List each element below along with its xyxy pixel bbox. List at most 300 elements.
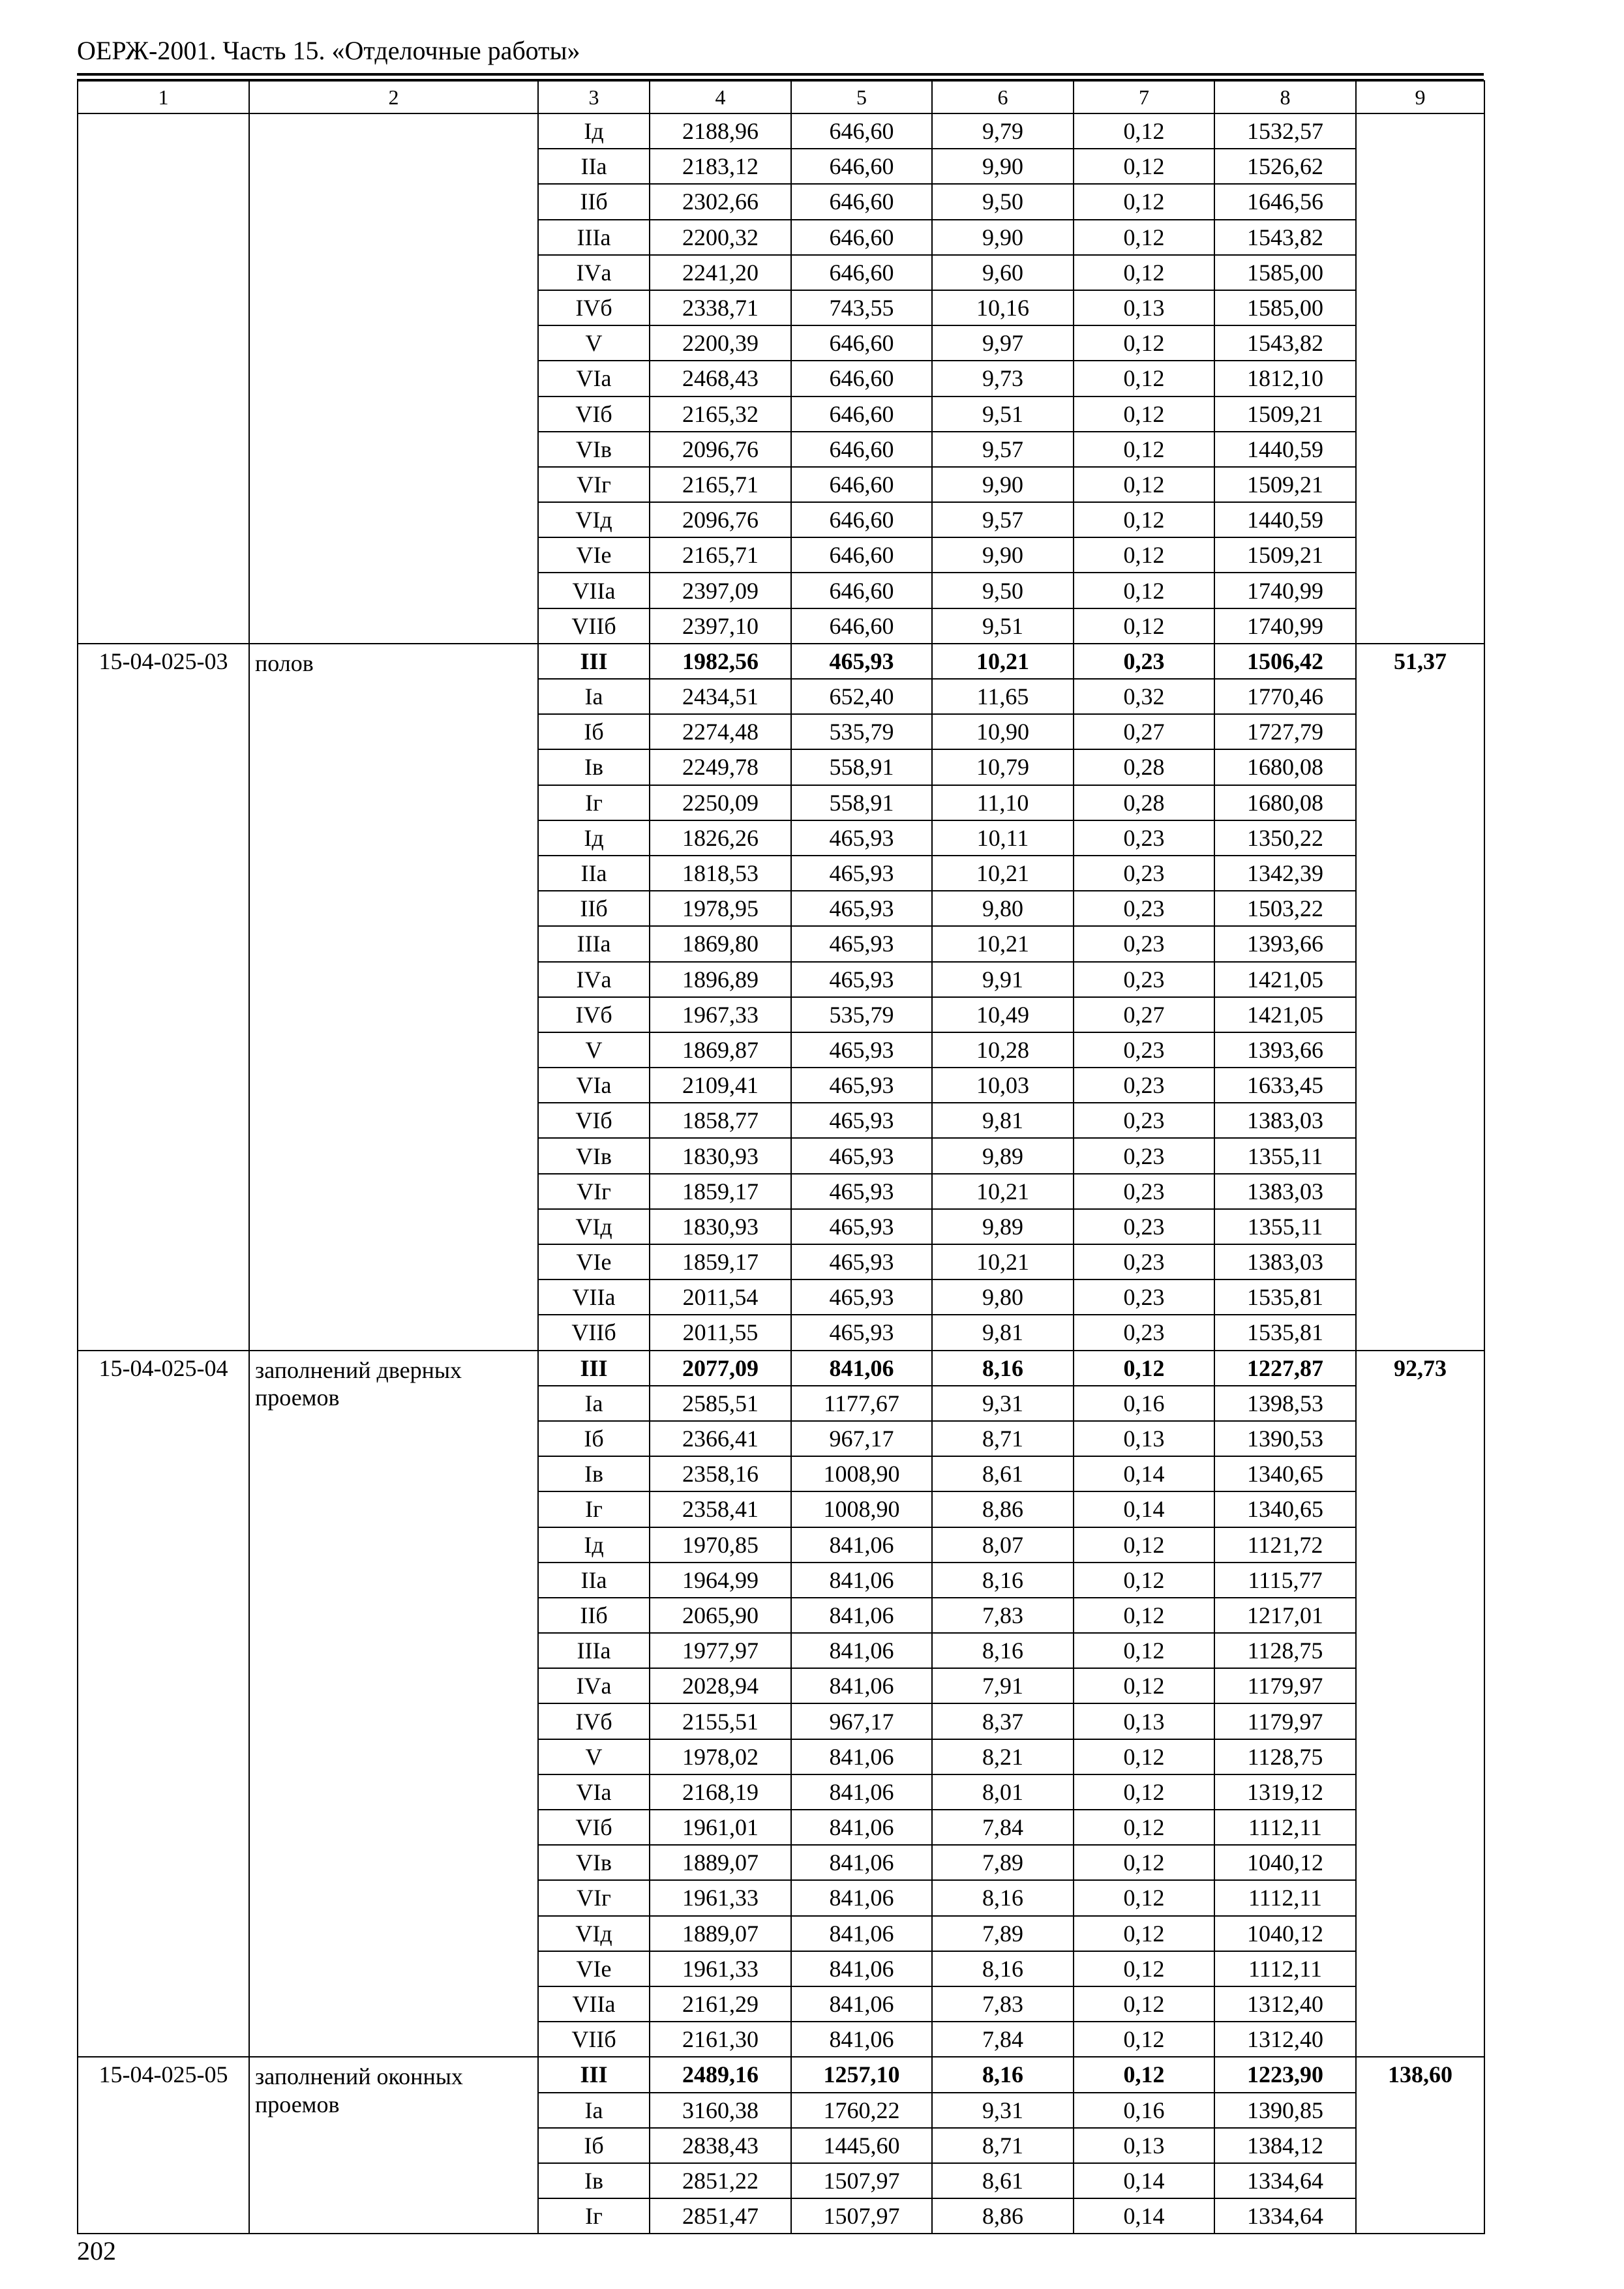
value-cell: 0,14 xyxy=(1074,1491,1214,1527)
value-cell: 10,90 xyxy=(932,714,1074,749)
zone-cell: IVб xyxy=(538,290,650,325)
value-cell: 646,60 xyxy=(791,537,932,573)
value-cell: 465,93 xyxy=(791,1103,932,1138)
value-cell: 1826,26 xyxy=(650,820,791,856)
zone-cell: IIб xyxy=(538,1598,650,1633)
value-cell: 1384,12 xyxy=(1214,2128,1356,2163)
value-cell: 9,81 xyxy=(932,1315,1074,1350)
value-cell: 8,16 xyxy=(932,2057,1074,2092)
value-cell: 9,51 xyxy=(932,608,1074,644)
value-cell: 465,93 xyxy=(791,1068,932,1103)
value-cell: 2241,20 xyxy=(650,255,791,290)
value-cell: 0,14 xyxy=(1074,2163,1214,2198)
value-cell: 0,23 xyxy=(1074,1244,1214,1279)
value-cell: 2077,09 xyxy=(650,1351,791,1386)
value-cell: 841,06 xyxy=(791,1774,932,1810)
zone-cell: V xyxy=(538,1032,650,1068)
value-cell: 9,31 xyxy=(932,2093,1074,2128)
zone-cell: III xyxy=(538,2057,650,2092)
value-cell: 8,07 xyxy=(932,1527,1074,1563)
price-table xyxy=(77,80,1485,2234)
value-cell: 465,93 xyxy=(791,644,932,679)
value-cell: 465,93 xyxy=(791,1209,932,1244)
value-cell: 646,60 xyxy=(791,467,932,502)
value-cell: 1112,11 xyxy=(1214,1951,1356,1986)
value-cell: 646,60 xyxy=(791,220,932,255)
value-cell: 0,12 xyxy=(1074,1739,1214,1774)
value-cell: 1383,03 xyxy=(1214,1244,1356,1279)
column-number: 9 xyxy=(1356,81,1484,113)
value-cell: 0,23 xyxy=(1074,1209,1214,1244)
value-cell: 9,89 xyxy=(932,1209,1074,1244)
value-cell: 1507,97 xyxy=(791,2163,932,2198)
value-cell: 0,13 xyxy=(1074,1703,1214,1739)
value-cell: 0,23 xyxy=(1074,1138,1214,1173)
zone-cell: IVа xyxy=(538,962,650,997)
value-cell: 9,79 xyxy=(932,113,1074,149)
zone-cell: VIа xyxy=(538,1068,650,1103)
value-cell: 841,06 xyxy=(791,1810,932,1845)
value-cell: 1390,85 xyxy=(1214,2093,1356,2128)
value-cell: 0,23 xyxy=(1074,962,1214,997)
value-cell: 1128,75 xyxy=(1214,1633,1356,1668)
value-cell: 0,32 xyxy=(1074,679,1214,714)
value-cell: 2249,78 xyxy=(650,749,791,785)
value-cell: 646,60 xyxy=(791,502,932,537)
value-cell: 10,21 xyxy=(932,1244,1074,1279)
value-cell: 1585,00 xyxy=(1214,255,1356,290)
value-cell: 535,79 xyxy=(791,714,932,749)
value-cell: 2161,30 xyxy=(650,2022,791,2057)
value-cell: 558,91 xyxy=(791,749,932,785)
value-cell: 1760,22 xyxy=(791,2093,932,2128)
value-cell: 10,21 xyxy=(932,1174,1074,1209)
zone-cell: VIа xyxy=(538,1774,650,1810)
table-row xyxy=(78,644,1484,679)
value-cell: 0,12 xyxy=(1074,361,1214,396)
zone-cell: Iд xyxy=(538,113,650,149)
column-number: 8 xyxy=(1214,81,1356,113)
value-cell: 0,14 xyxy=(1074,2198,1214,2234)
value-cell: 8,61 xyxy=(932,1456,1074,1491)
zone-cell: IVб xyxy=(538,1703,650,1739)
zone-cell: VIд xyxy=(538,502,650,537)
zone-cell: IIб xyxy=(538,891,650,926)
value-cell: 1355,11 xyxy=(1214,1209,1356,1244)
zone-cell: VIб xyxy=(538,396,650,432)
value-cell: 9,51 xyxy=(932,396,1074,432)
value-cell: 1967,33 xyxy=(650,997,791,1032)
value-cell: 1509,21 xyxy=(1214,467,1356,502)
value-cell: 0,23 xyxy=(1074,1103,1214,1138)
value-cell: 2274,48 xyxy=(650,714,791,749)
value-cell: 0,12 xyxy=(1074,1774,1214,1810)
code-cell xyxy=(78,113,249,644)
value-cell: 1179,97 xyxy=(1214,1668,1356,1703)
value-cell: 646,60 xyxy=(791,325,932,361)
column-number: 4 xyxy=(650,81,791,113)
value-cell: 7,83 xyxy=(932,1986,1074,2022)
value-cell: 9,81 xyxy=(932,1103,1074,1138)
value-cell: 1889,07 xyxy=(650,1845,791,1880)
zone-cell: IVб xyxy=(538,997,650,1032)
value-cell: 2165,71 xyxy=(650,467,791,502)
value-cell: 0,12 xyxy=(1074,537,1214,573)
zone-cell: Iб xyxy=(538,2128,650,2163)
value-cell: 9,50 xyxy=(932,573,1074,608)
zone-cell: Iб xyxy=(538,714,650,749)
value-cell: 0,12 xyxy=(1074,1810,1214,1845)
value-cell: 0,12 xyxy=(1074,1563,1214,1598)
value-cell: 10,21 xyxy=(932,926,1074,961)
value-cell: 1977,97 xyxy=(650,1633,791,1668)
value-cell: 2397,09 xyxy=(650,573,791,608)
code-cell: 15-04-025-05 xyxy=(78,2057,249,2234)
value-cell: 1830,93 xyxy=(650,1209,791,1244)
value-cell: 1503,22 xyxy=(1214,891,1356,926)
value-cell: 967,17 xyxy=(791,1421,932,1456)
code-cell: 15-04-025-03 xyxy=(78,644,249,1351)
value-cell: 1978,02 xyxy=(650,1739,791,1774)
value-cell: 0,12 xyxy=(1074,1527,1214,1563)
value-cell: 841,06 xyxy=(791,1633,932,1668)
value-cell: 2011,55 xyxy=(650,1315,791,1350)
value-cell: 1319,12 xyxy=(1214,1774,1356,1810)
zone-cell: IIа xyxy=(538,149,650,184)
value-cell: 1312,40 xyxy=(1214,1986,1356,2022)
value-cell: 0,12 xyxy=(1074,325,1214,361)
value-cell: 2302,66 xyxy=(650,184,791,219)
value-cell: 0,12 xyxy=(1074,608,1214,644)
zone-cell: VIв xyxy=(538,1138,650,1173)
zone-cell: IIб xyxy=(538,184,650,219)
value-cell: 10,28 xyxy=(932,1032,1074,1068)
value-cell: 1421,05 xyxy=(1214,997,1356,1032)
value-cell: 1223,90 xyxy=(1214,2057,1356,2092)
col9-cell: 51,37 xyxy=(1356,644,1484,1351)
zone-cell: VIе xyxy=(538,1951,650,1986)
value-cell: 0,16 xyxy=(1074,1386,1214,1421)
value-cell: 1727,79 xyxy=(1214,714,1356,749)
value-cell: 1978,95 xyxy=(650,891,791,926)
value-cell: 652,40 xyxy=(791,679,932,714)
value-cell: 1334,64 xyxy=(1214,2163,1356,2198)
value-cell: 2585,51 xyxy=(650,1386,791,1421)
zone-cell: Iг xyxy=(538,785,650,820)
value-cell: 2096,76 xyxy=(650,432,791,467)
zone-cell: Iв xyxy=(538,749,650,785)
zone-cell: VIб xyxy=(538,1810,650,1845)
value-cell: 0,12 xyxy=(1074,1668,1214,1703)
header-rule-thick xyxy=(77,73,1484,76)
value-cell: 0,12 xyxy=(1074,502,1214,537)
value-cell: 1445,60 xyxy=(791,2128,932,2163)
value-cell: 7,89 xyxy=(932,1916,1074,1951)
column-number: 3 xyxy=(538,81,650,113)
zone-cell: Iв xyxy=(538,1456,650,1491)
value-cell: 967,17 xyxy=(791,1703,932,1739)
value-cell: 1440,59 xyxy=(1214,502,1356,537)
value-cell: 841,06 xyxy=(791,1739,932,1774)
value-cell: 9,90 xyxy=(932,220,1074,255)
value-cell: 841,06 xyxy=(791,1845,932,1880)
value-cell: 11,10 xyxy=(932,785,1074,820)
zone-cell: Iд xyxy=(538,1527,650,1563)
value-cell: 0,23 xyxy=(1074,1315,1214,1350)
zone-cell: VIа xyxy=(538,361,650,396)
value-cell: 0,12 xyxy=(1074,220,1214,255)
zone-cell: V xyxy=(538,325,650,361)
value-cell: 3160,38 xyxy=(650,2093,791,2128)
name-cell: заполнений оконных проемов xyxy=(249,2057,538,2234)
zone-cell: VIб xyxy=(538,1103,650,1138)
value-cell: 0,12 xyxy=(1074,1633,1214,1668)
value-cell: 1350,22 xyxy=(1214,820,1356,856)
value-cell: 1334,64 xyxy=(1214,2198,1356,2234)
value-cell: 10,21 xyxy=(932,856,1074,891)
name-cell: заполнений дверных проемов xyxy=(249,1351,538,2057)
value-cell: 1532,57 xyxy=(1214,113,1356,149)
value-cell: 9,90 xyxy=(932,537,1074,573)
value-cell: 535,79 xyxy=(791,997,932,1032)
value-cell: 2011,54 xyxy=(650,1279,791,1315)
value-cell: 8,37 xyxy=(932,1703,1074,1739)
zone-cell: IIIа xyxy=(538,926,650,961)
value-cell: 7,91 xyxy=(932,1668,1074,1703)
value-cell: 646,60 xyxy=(791,255,932,290)
value-cell: 2200,32 xyxy=(650,220,791,255)
value-cell: 0,12 xyxy=(1074,2057,1214,2092)
value-cell: 841,06 xyxy=(791,1880,932,1915)
value-cell: 0,27 xyxy=(1074,997,1214,1032)
value-cell: 1970,85 xyxy=(650,1527,791,1563)
value-cell: 0,12 xyxy=(1074,432,1214,467)
value-cell: 1390,53 xyxy=(1214,1421,1356,1456)
value-cell: 1179,97 xyxy=(1214,1703,1356,1739)
value-cell: 841,06 xyxy=(791,1527,932,1563)
column-number-row xyxy=(78,81,1484,113)
zone-cell: IIIа xyxy=(538,1633,650,1668)
value-cell: 2366,41 xyxy=(650,1421,791,1456)
value-cell: 0,23 xyxy=(1074,644,1214,679)
value-cell: 1535,81 xyxy=(1214,1315,1356,1350)
value-cell: 465,93 xyxy=(791,1279,932,1315)
value-cell: 1896,89 xyxy=(650,962,791,997)
value-cell: 1509,21 xyxy=(1214,537,1356,573)
value-cell: 0,12 xyxy=(1074,1351,1214,1386)
value-cell: 10,11 xyxy=(932,820,1074,856)
zone-cell: VIд xyxy=(538,1916,650,1951)
value-cell: 1342,39 xyxy=(1214,856,1356,891)
table-body xyxy=(78,81,1484,2234)
value-cell: 1040,12 xyxy=(1214,1916,1356,1951)
zone-cell: Iг xyxy=(538,2198,650,2234)
value-cell: 646,60 xyxy=(791,608,932,644)
value-cell: 9,91 xyxy=(932,962,1074,997)
column-number: 2 xyxy=(249,81,538,113)
value-cell: 646,60 xyxy=(791,361,932,396)
value-cell: 0,12 xyxy=(1074,1845,1214,1880)
value-cell: 2165,32 xyxy=(650,396,791,432)
value-cell: 2468,43 xyxy=(650,361,791,396)
value-cell: 9,90 xyxy=(932,149,1074,184)
zone-cell: Iд xyxy=(538,820,650,856)
value-cell: 1740,99 xyxy=(1214,608,1356,644)
value-cell: 2434,51 xyxy=(650,679,791,714)
value-cell: 1543,82 xyxy=(1214,220,1356,255)
value-cell: 0,13 xyxy=(1074,290,1214,325)
value-cell: 0,12 xyxy=(1074,1880,1214,1915)
value-cell: 1680,08 xyxy=(1214,749,1356,785)
zone-cell: VIд xyxy=(538,1209,650,1244)
zone-cell: VIе xyxy=(538,537,650,573)
value-cell: 8,71 xyxy=(932,2128,1074,2163)
value-cell: 0,23 xyxy=(1074,856,1214,891)
value-cell: 11,65 xyxy=(932,679,1074,714)
value-cell: 9,57 xyxy=(932,502,1074,537)
value-cell: 1859,17 xyxy=(650,1244,791,1279)
column-number: 1 xyxy=(78,81,249,113)
value-cell: 1008,90 xyxy=(791,1491,932,1527)
value-cell: 1440,59 xyxy=(1214,432,1356,467)
zone-cell: VIIа xyxy=(538,1986,650,2022)
value-cell: 0,12 xyxy=(1074,1951,1214,1986)
value-cell: 0,23 xyxy=(1074,891,1214,926)
value-cell: 9,80 xyxy=(932,1279,1074,1315)
value-cell: 1227,87 xyxy=(1214,1351,1356,1386)
value-cell: 0,23 xyxy=(1074,1174,1214,1209)
value-cell: 8,86 xyxy=(932,2198,1074,2234)
value-cell: 1383,03 xyxy=(1214,1174,1356,1209)
value-cell: 2188,96 xyxy=(650,113,791,149)
zone-cell: III xyxy=(538,644,650,679)
value-cell: 841,06 xyxy=(791,1951,932,1986)
value-cell: 1740,99 xyxy=(1214,573,1356,608)
value-cell: 841,06 xyxy=(791,1986,932,2022)
zone-cell: IIа xyxy=(538,1563,650,1598)
value-cell: 7,84 xyxy=(932,1810,1074,1845)
col9-cell xyxy=(1356,113,1484,644)
column-number: 7 xyxy=(1074,81,1214,113)
value-cell: 8,86 xyxy=(932,1491,1074,1527)
value-cell: 2358,41 xyxy=(650,1491,791,1527)
value-cell: 1830,93 xyxy=(650,1138,791,1173)
value-cell: 10,03 xyxy=(932,1068,1074,1103)
value-cell: 1112,11 xyxy=(1214,1810,1356,1845)
zone-cell: VIг xyxy=(538,1174,650,1209)
value-cell: 841,06 xyxy=(791,1598,932,1633)
value-cell: 0,23 xyxy=(1074,820,1214,856)
zone-cell: Iа xyxy=(538,2093,650,2128)
column-number: 5 xyxy=(791,81,932,113)
value-cell: 1040,12 xyxy=(1214,1845,1356,1880)
value-cell: 8,01 xyxy=(932,1774,1074,1810)
value-cell: 2489,16 xyxy=(650,2057,791,2092)
value-cell: 465,93 xyxy=(791,1138,932,1173)
value-cell: 10,21 xyxy=(932,644,1074,679)
value-cell: 743,55 xyxy=(791,290,932,325)
value-cell: 0,23 xyxy=(1074,1068,1214,1103)
value-cell: 841,06 xyxy=(791,1351,932,1386)
name-cell: полов xyxy=(249,644,538,1351)
zone-cell: VIв xyxy=(538,1845,650,1880)
value-cell: 2165,71 xyxy=(650,537,791,573)
value-cell: 1340,65 xyxy=(1214,1456,1356,1491)
value-cell: 1535,81 xyxy=(1214,1279,1356,1315)
zone-cell: V xyxy=(538,1739,650,1774)
value-cell: 0,12 xyxy=(1074,1598,1214,1633)
value-cell: 465,93 xyxy=(791,820,932,856)
value-cell: 1633,45 xyxy=(1214,1068,1356,1103)
value-cell: 1506,42 xyxy=(1214,644,1356,679)
value-cell: 1393,66 xyxy=(1214,926,1356,961)
value-cell: 9,73 xyxy=(932,361,1074,396)
value-cell: 0,23 xyxy=(1074,1032,1214,1068)
value-cell: 9,90 xyxy=(932,467,1074,502)
value-cell: 1128,75 xyxy=(1214,1739,1356,1774)
value-cell: 1526,62 xyxy=(1214,149,1356,184)
value-cell: 1859,17 xyxy=(650,1174,791,1209)
value-cell: 841,06 xyxy=(791,1668,932,1703)
col9-cell: 92,73 xyxy=(1356,1351,1484,2057)
value-cell: 1961,01 xyxy=(650,1810,791,1845)
value-cell: 1393,66 xyxy=(1214,1032,1356,1068)
zone-cell: VIIа xyxy=(538,573,650,608)
value-cell: 465,93 xyxy=(791,926,932,961)
value-cell: 8,21 xyxy=(932,1739,1074,1774)
value-cell: 1869,80 xyxy=(650,926,791,961)
value-cell: 1543,82 xyxy=(1214,325,1356,361)
value-cell: 8,16 xyxy=(932,1351,1074,1386)
value-cell: 1858,77 xyxy=(650,1103,791,1138)
value-cell: 1964,99 xyxy=(650,1563,791,1598)
zone-cell: IIIа xyxy=(538,220,650,255)
name-cell xyxy=(249,113,538,644)
value-cell: 465,93 xyxy=(791,1244,932,1279)
page-header: ОЕРЖ-2001. Часть 15. «Отделочные работы» xyxy=(77,36,580,65)
value-cell: 2183,12 xyxy=(650,149,791,184)
value-cell: 2096,76 xyxy=(650,502,791,537)
value-cell: 1312,40 xyxy=(1214,2022,1356,2057)
value-cell: 841,06 xyxy=(791,1563,932,1598)
value-cell: 10,49 xyxy=(932,997,1074,1032)
column-number: 6 xyxy=(932,81,1074,113)
value-cell: 0,12 xyxy=(1074,1916,1214,1951)
value-cell: 558,91 xyxy=(791,785,932,820)
value-cell: 1355,11 xyxy=(1214,1138,1356,1173)
value-cell: 7,83 xyxy=(932,1598,1074,1633)
value-cell: 1340,65 xyxy=(1214,1491,1356,1527)
zone-cell: VIг xyxy=(538,1880,650,1915)
value-cell: 2838,43 xyxy=(650,2128,791,2163)
value-cell: 1961,33 xyxy=(650,1951,791,1986)
value-cell: 646,60 xyxy=(791,113,932,149)
value-cell: 465,93 xyxy=(791,1315,932,1350)
value-cell: 0,27 xyxy=(1074,714,1214,749)
value-cell: 8,16 xyxy=(932,1563,1074,1598)
code-cell: 15-04-025-04 xyxy=(78,1351,249,2057)
value-cell: 646,60 xyxy=(791,396,932,432)
value-cell: 646,60 xyxy=(791,184,932,219)
value-cell: 646,60 xyxy=(791,149,932,184)
value-cell: 1889,07 xyxy=(650,1916,791,1951)
value-cell: 1257,10 xyxy=(791,2057,932,2092)
value-cell: 8,16 xyxy=(932,1880,1074,1915)
value-cell: 1818,53 xyxy=(650,856,791,891)
value-cell: 7,84 xyxy=(932,2022,1074,2057)
value-cell: 0,23 xyxy=(1074,926,1214,961)
value-cell: 0,12 xyxy=(1074,1986,1214,2022)
